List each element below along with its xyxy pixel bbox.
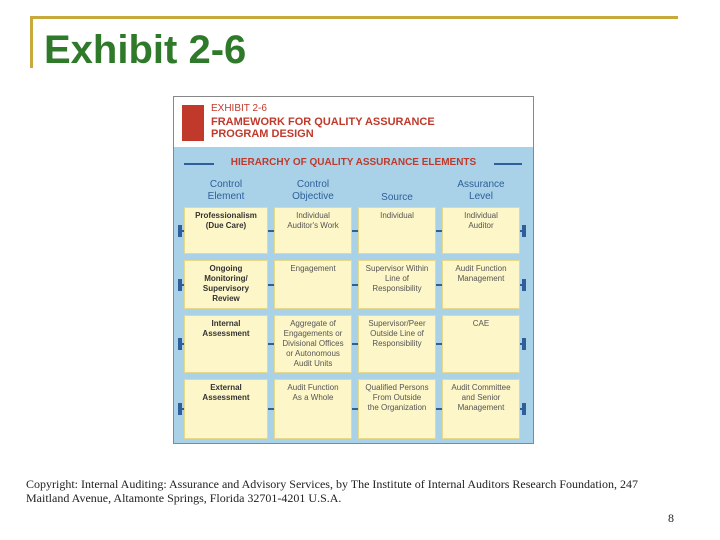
cell-line: and Senior — [461, 393, 501, 402]
cell-line: Qualified Persons — [365, 383, 429, 392]
column-header-line: Objective — [292, 191, 334, 202]
column-header-line: Assurance — [457, 179, 505, 190]
column-header-line: Level — [469, 191, 493, 202]
cell-line: Aggregate of — [290, 319, 336, 328]
cell-line: Professionalism — [195, 211, 257, 220]
cell-line: Supervisor/Peer — [368, 319, 426, 328]
cell-line: (Due Care) — [205, 221, 247, 230]
exhibit-red-marker — [182, 105, 204, 141]
column-header-assurance-level — [442, 179, 520, 203]
exhibit-label: EXHIBIT 2-6 — [211, 103, 267, 114]
exhibit-heading-line1: FRAMEWORK FOR QUALITY ASSURANCE — [211, 116, 435, 128]
column-header-line: Control — [209, 179, 243, 190]
cell-line: the Organization — [367, 403, 427, 412]
cell-line: Assessment — [202, 329, 250, 338]
copyright-note: Copyright: Internal Auditing: Assurance and Advisory Services, by The Institute of Internal Auditors Research Foundation, 247 Maitland Avenue, Altamonte Springs, Florida 32701-4201 U.S.A. — [26, 477, 639, 505]
cell-assurance-level — [442, 315, 520, 373]
cell-line: Engagement — [290, 264, 336, 273]
cell-line: Ongoing — [209, 264, 243, 273]
cell-control-element — [184, 207, 268, 254]
cell-control-objective — [274, 379, 352, 439]
cell-line: Supervisory — [202, 284, 250, 293]
cell-line: Internal — [211, 319, 241, 328]
exhibit-heading-line2: PROGRAM DESIGN — [211, 128, 314, 140]
cell-assurance-level — [442, 207, 520, 254]
exhibit-heading — [211, 116, 511, 140]
cell-line: Management — [457, 403, 505, 412]
cell-line: Individual — [296, 211, 330, 220]
cell-line: Management — [457, 274, 505, 283]
cell-line: Audit Committee — [451, 383, 511, 392]
connector-end-right — [522, 225, 526, 237]
cell-line: or Autonomous — [286, 349, 340, 358]
cell-line: From Outside — [372, 393, 422, 402]
cell-line: Audit Units — [293, 359, 333, 368]
cell-source — [358, 315, 436, 373]
cell-control-element — [184, 379, 268, 439]
cell-line: Line of — [384, 274, 410, 283]
column-header-line: Control — [296, 179, 330, 190]
cell-control-element — [184, 260, 268, 309]
cell-line: As a Whole — [292, 393, 334, 402]
cell-control-objective — [274, 315, 352, 373]
cell-line: Monitoring/ — [204, 274, 248, 283]
page-number: 8 — [668, 511, 674, 525]
column-header-source — [358, 192, 436, 204]
cell-line: Assessment — [202, 393, 250, 402]
cell-line: Engagements or — [283, 329, 343, 338]
cell-line: Individual — [464, 211, 498, 220]
cell-source — [358, 379, 436, 439]
connector-end-left — [178, 225, 182, 237]
column-header-line: Source — [381, 192, 413, 203]
frame-top-rule — [30, 16, 678, 19]
cell-line: CAE — [472, 319, 490, 328]
exhibit-figure — [173, 96, 534, 444]
cell-source — [358, 207, 436, 254]
connector-end-right — [522, 338, 526, 350]
cell-line: Audit Function — [455, 264, 507, 273]
exhibit-subheading: HIERARCHY OF QUALITY ASSURANCE ELEMENTS — [230, 157, 477, 168]
column-header-control-element — [184, 179, 268, 203]
cell-assurance-level — [442, 260, 520, 309]
cell-line: Responsibility — [372, 339, 422, 348]
frame-left-rule — [30, 16, 33, 68]
cell-source — [358, 260, 436, 309]
exhibit-header — [174, 97, 533, 147]
cell-line: Responsibility — [372, 284, 422, 293]
cell-line: Supervisor Within — [365, 264, 429, 273]
cell-line: Outside Line of — [370, 329, 424, 338]
cell-line: Review — [212, 294, 240, 303]
connector-end-right — [522, 279, 526, 291]
column-header-line: Element — [207, 191, 245, 202]
subheading-rule-left — [184, 163, 214, 165]
connector-end-left — [178, 338, 182, 350]
cell-line: Auditor's Work — [287, 221, 339, 230]
column-header-control-objective — [274, 179, 352, 203]
cell-control-objective — [274, 207, 352, 254]
connector-end-left — [178, 279, 182, 291]
cell-line: Individual — [380, 211, 414, 220]
cell-assurance-level — [442, 379, 520, 439]
subheading-rule-right — [494, 163, 522, 165]
cell-line: Divisional Offices — [282, 339, 344, 348]
cell-control-element — [184, 315, 268, 373]
cell-line: Audit Function — [287, 383, 339, 392]
cell-line: External — [210, 383, 242, 392]
connector-end-right — [522, 403, 526, 415]
slide-title: Exhibit 2-6 — [44, 28, 247, 72]
cell-control-objective — [274, 260, 352, 309]
connector-end-left — [178, 403, 182, 415]
cell-line: Auditor — [468, 221, 494, 230]
